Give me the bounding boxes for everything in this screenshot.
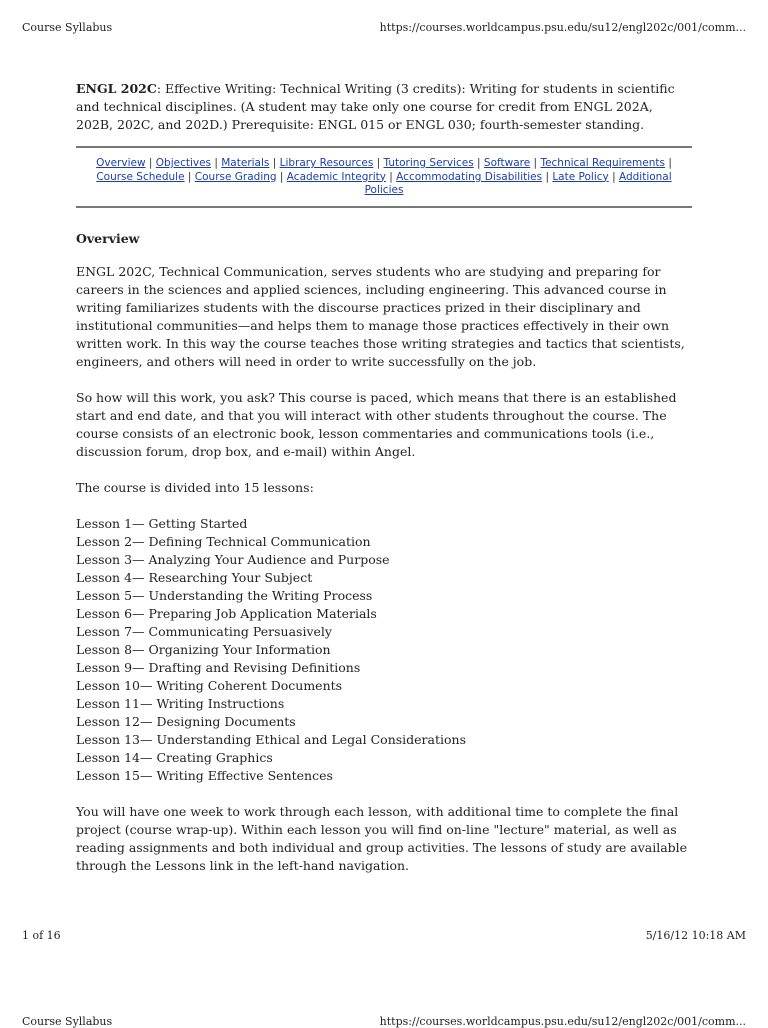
nav-link-tutoring-services[interactable]: Tutoring Services xyxy=(383,157,474,169)
nav-link-software[interactable]: Software xyxy=(483,157,531,169)
course-description xyxy=(76,80,692,134)
lesson-item: Lesson 6— Preparing Job Application Materials xyxy=(76,605,377,621)
lesson-item: Lesson 2— Defining Technical Communication xyxy=(76,533,371,549)
course-description-text: : Effective Writing: Technical Writing (3 credits): Writing for students in scientific and technical disciplines. (A student may take only one course for credit from ENGL 202A, 202B, 202C, and 202D.) Prerequisite: ENGL 015 or ENGL 030; fourth-semester standing. xyxy=(76,81,675,132)
nav-link-additional-policies[interactable]: Additional Policies xyxy=(364,170,672,196)
lesson-item: Lesson 8— Organizing Your Information xyxy=(76,641,331,657)
print-header-title: Course Syllabus xyxy=(22,21,113,34)
lesson-item: Lesson 10— Writing Coherent Documents xyxy=(76,677,343,693)
nav-link-accommodating-disabilities[interactable]: Accommodating Disabilities xyxy=(396,170,543,183)
nav-link-course-schedule[interactable]: Course Schedule xyxy=(96,170,185,183)
nav-link-objectives[interactable]: Objectives xyxy=(155,157,212,169)
lesson-item: Lesson 14— Creating Graphics xyxy=(76,749,273,765)
lesson-item: Lesson 1— Getting Started xyxy=(76,515,248,531)
lesson-item: Lesson 7— Communicating Persuasively xyxy=(76,623,332,639)
lesson-item: Lesson 12— Designing Documents xyxy=(76,713,296,729)
syllabus-content xyxy=(76,80,692,893)
overview-paragraph: You will have one week to work through each lesson, with additional time to complete the final project (course wrap-up). Within each lesson you will find on-line "lecture" material, as well as reading assignments and both individual and group activities. The lessons of study are available through the Lessons link in the left-hand navigation. xyxy=(76,803,688,873)
nav-link-library-resources[interactable]: Library Resources xyxy=(279,157,374,169)
overview-heading: Overview xyxy=(76,230,140,246)
nav-link-overview[interactable]: Overview xyxy=(96,157,146,169)
course-code: ENGL 202C xyxy=(76,81,157,96)
lesson-item: Lesson 15— Writing Effective Sentences xyxy=(76,767,333,783)
overview-paragraph: So how will this work, you ask? This course is paced, which means that there is an established start and end date, and that you will interact with other students throughout the course. The course consists of an electronic book, lesson commentaries and communications tools (i.e., discussion forum, drop box, and e-mail) within Angel. xyxy=(76,389,677,459)
lesson-list xyxy=(76,515,692,785)
lesson-item: Lesson 11— Writing Instructions xyxy=(76,695,285,711)
overview-paragraph: ENGL 202C, Technical Communication, serves students who are studying and preparing for careers in the sciences and applied sciences, including engineering. This advanced course in writing familiarizes students with the discourse practices prized in their disciplinary and institutional communities—and helps them to manage those practices effectively in their own written work. In this way the course teaches those writing strategies and tactics that scientists, engineers, and others will need in order to write successfully on the job. xyxy=(76,263,685,369)
nav-link-academic-integrity[interactable]: Academic Integrity xyxy=(286,170,386,183)
lesson-item: Lesson 9— Drafting and Revising Definitions xyxy=(76,659,361,675)
lesson-item: Lesson 3— Analyzing Your Audience and Purpose xyxy=(76,551,390,567)
print-footer-datetime: 5/16/12 10:18 AM xyxy=(645,929,746,942)
next-page-header-url: https://courses.worldcampus.psu.edu/su12/engl202c/001/comm... xyxy=(379,1015,746,1028)
syllabus-nav: Overview | Objectives | Materials | Library Resources | Tutoring Services | Software | Technical Requirements | Course Schedule | Course Grading | Academic Integrity | Accommodating Disabilities | Late Policy | Additional Policies xyxy=(76,146,692,208)
nav-link-technical-requirements[interactable]: Technical Requirements xyxy=(540,157,665,169)
nav-link-materials[interactable]: Materials xyxy=(221,157,270,169)
nav-link-late-policy[interactable]: Late Policy xyxy=(552,170,609,183)
next-page-header-title: Course Syllabus xyxy=(22,1015,113,1028)
nav-link-course-grading[interactable]: Course Grading xyxy=(194,170,277,183)
print-footer-page-number: 1 of 16 xyxy=(22,929,61,942)
lesson-item: Lesson 5— Understanding the Writing Process xyxy=(76,587,373,603)
print-header-url: https://courses.worldcampus.psu.edu/su12/engl202c/001/comm... xyxy=(379,21,746,34)
lessons-intro: The course is divided into 15 lessons: xyxy=(76,479,314,495)
lesson-item: Lesson 4— Researching Your Subject xyxy=(76,569,313,585)
lesson-item: Lesson 13— Understanding Ethical and Legal Considerations xyxy=(76,731,466,747)
